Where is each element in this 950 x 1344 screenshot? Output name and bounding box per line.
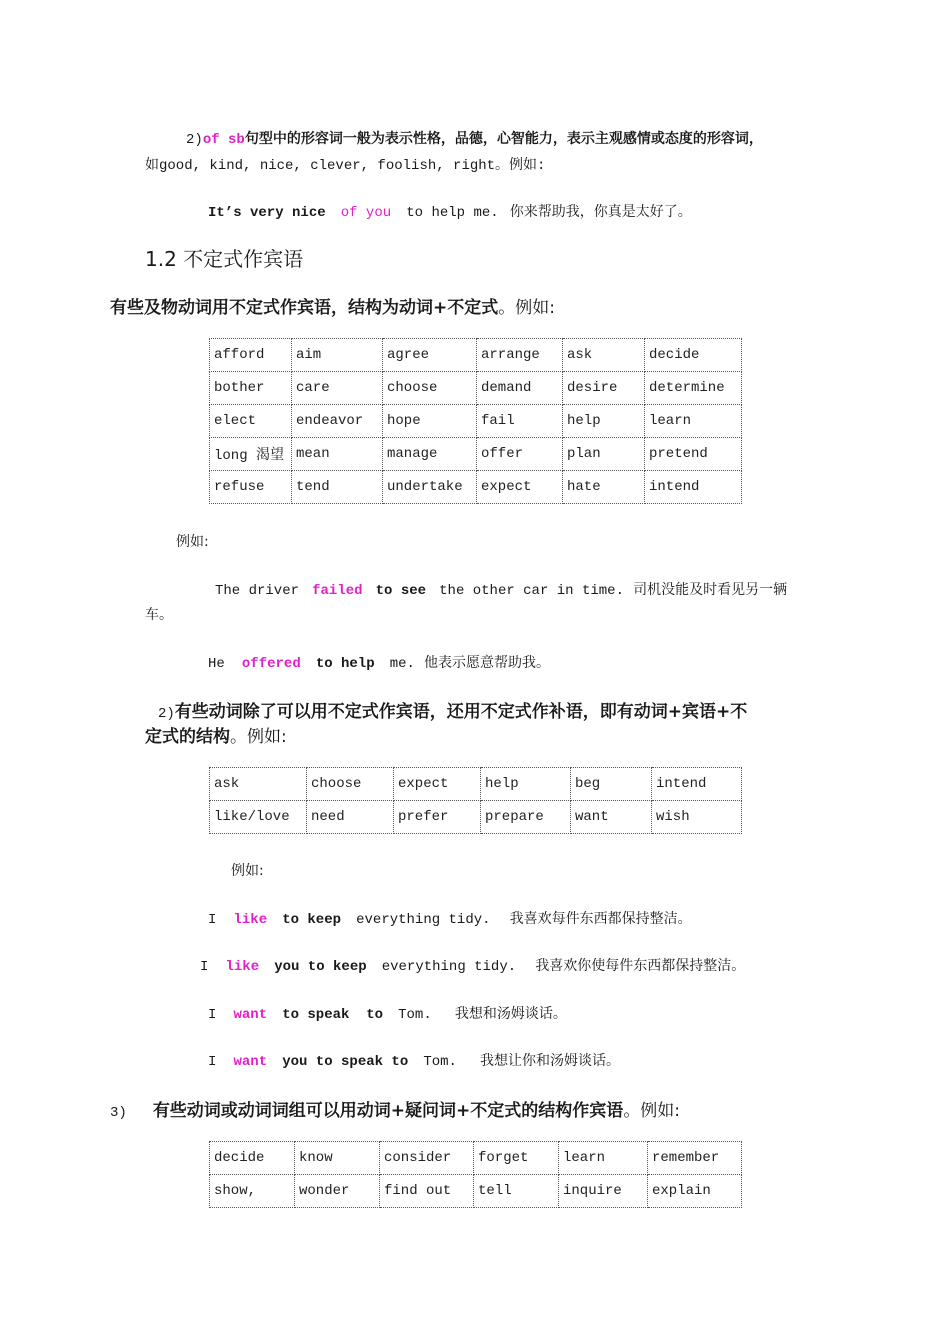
table-row <box>210 471 742 504</box>
table-cell: expect <box>394 768 481 801</box>
table-cell: afford <box>210 339 292 372</box>
example-text: everything tidy. <box>356 912 491 928</box>
table-cell: offer <box>477 438 563 471</box>
example-translation: 我喜欢你使每件东西都保持整洁。 <box>535 958 746 974</box>
table-row <box>210 405 742 438</box>
example-row-1 <box>208 908 692 928</box>
table-cell: arrange <box>477 339 563 372</box>
table-cell: demand <box>477 372 563 405</box>
example-subject: I <box>208 1007 217 1023</box>
example-driver <box>215 579 787 599</box>
table-row <box>210 801 742 834</box>
verb-table-1 <box>209 338 742 504</box>
table-cell: intend <box>645 471 742 504</box>
table-cell: want <box>571 801 652 834</box>
example-infinitive: to help <box>315 656 375 672</box>
table-cell: prepare <box>481 801 571 834</box>
table-row <box>210 438 742 471</box>
table-cell: remember <box>648 1142 742 1175</box>
example-object: you to speak to <box>282 1054 409 1070</box>
example-translation: 他表示愿意帮助我。 <box>424 655 551 671</box>
para-text: 句型中的形容词一般为表示性格，品德，心智能力，表示主观感情或态度的形容词， <box>244 131 763 147</box>
example-of-sb <box>208 201 692 221</box>
table-cell: explain <box>648 1175 742 1208</box>
table-cell: forget <box>474 1142 559 1175</box>
table-cell: undertake <box>383 471 477 504</box>
table-cell: find out <box>380 1175 474 1208</box>
example-translation: 你来帮助我，你真是太好了。 <box>509 204 692 220</box>
example-text: He <box>208 656 225 672</box>
example-row-4 <box>208 1050 620 1070</box>
para-of-sb-line2: 如good, kind, nice, clever, foolish, right。例如: <box>145 158 546 174</box>
table-row <box>210 339 742 372</box>
intro-tail: 。例如: <box>230 727 287 747</box>
example-subject: I <box>208 912 217 928</box>
section2-intro <box>110 293 555 318</box>
verb-table-2 <box>209 767 742 834</box>
table-cell: hope <box>383 405 477 438</box>
table-cell: help <box>563 405 645 438</box>
verb-table-3 <box>209 1141 742 1208</box>
example-label: 例如: <box>176 534 209 550</box>
example-translation: 我想和汤姆谈话。 <box>454 1006 567 1022</box>
example-object: to keep <box>282 912 342 928</box>
table-cell: learn <box>559 1142 648 1175</box>
table-cell: manage <box>383 438 477 471</box>
intro-tail: 。例如: <box>498 298 555 318</box>
example-translation-cont: 车。 <box>145 607 173 623</box>
table-cell: need <box>307 801 394 834</box>
table-cell: show, <box>210 1175 295 1208</box>
table-cell: expect <box>477 471 563 504</box>
item-number: 3) <box>110 1105 127 1121</box>
example-label: 例如: <box>231 863 264 879</box>
table-row <box>210 372 742 405</box>
example-translation: 我想让你和汤姆谈话。 <box>480 1053 621 1069</box>
table-cell: agree <box>383 339 477 372</box>
intro-bold: 有些及物动词用不定式作宾语，结构为动词+不定式 <box>110 298 499 318</box>
para-of-sb-line1 <box>186 128 763 148</box>
example-subject: I <box>200 959 209 975</box>
table-cell: ask <box>563 339 645 372</box>
example-object: you to keep <box>274 959 367 975</box>
table-cell: endeavor <box>292 405 383 438</box>
table-row <box>210 1142 742 1175</box>
section3-intro-line2 <box>145 722 287 747</box>
table-cell: long 渴望 <box>210 438 292 471</box>
table-cell: tell <box>474 1175 559 1208</box>
table-cell: refuse <box>210 471 292 504</box>
table-cell: decide <box>645 339 742 372</box>
table-cell: aim <box>292 339 383 372</box>
example-offered <box>208 652 550 672</box>
table-row <box>210 768 742 801</box>
table-cell: inquire <box>559 1175 648 1208</box>
example-text: It’s very nice <box>208 205 326 221</box>
example-verb: failed <box>312 583 363 599</box>
table-cell: beg <box>571 768 652 801</box>
example-text-2: to help me. <box>406 205 499 221</box>
section-heading: 1.2 不定式作宾语 <box>145 247 304 271</box>
table-cell: plan <box>563 438 645 471</box>
example-row-2 <box>200 955 745 975</box>
table-cell: mean <box>292 438 383 471</box>
table-cell: prefer <box>394 801 481 834</box>
intro-bold: 定式的结构 <box>145 727 230 747</box>
example-object: to speak to <box>282 1007 384 1023</box>
example-verb: want <box>233 1007 268 1023</box>
intro-bold: 有些动词除了可以用不定式作宾语，还用不定式作补语，即有动词+宾语+不 <box>174 702 748 722</box>
table-cell: ask <box>210 768 307 801</box>
table-cell: choose <box>383 372 477 405</box>
table-cell: learn <box>645 405 742 438</box>
table-cell: care <box>292 372 383 405</box>
table-cell: know <box>295 1142 380 1175</box>
example-translation: 我喜欢每件东西都保持整洁。 <box>509 911 692 927</box>
table-cell: wish <box>652 801 742 834</box>
table-cell: intend <box>652 768 742 801</box>
table-cell: choose <box>307 768 394 801</box>
example-row-3 <box>208 1003 567 1023</box>
table-cell: desire <box>563 372 645 405</box>
table-row <box>210 1175 742 1208</box>
table-cell: wonder <box>295 1175 380 1208</box>
example-verb: like <box>233 912 268 928</box>
table-cell: hate <box>563 471 645 504</box>
example-highlight: of you <box>340 205 392 221</box>
table-cell: bother <box>210 372 292 405</box>
example-verb: want <box>233 1054 268 1070</box>
example-text: Tom. <box>398 1007 432 1023</box>
example-text: The driver <box>215 583 300 599</box>
table-cell: consider <box>380 1142 474 1175</box>
example-text: Tom. <box>423 1054 457 1070</box>
table-cell: elect <box>210 405 292 438</box>
example-text: everything tidy. <box>381 959 517 975</box>
example-translation: 司机没能及时看见另一辆 <box>633 582 788 598</box>
example-text-2: the other car in time. <box>439 583 624 599</box>
table-cell: determine <box>645 372 742 405</box>
intro-bold: 有些动词或动词词组可以用动词+疑问词+不定式的结构作宾语 <box>152 1101 624 1121</box>
intro-tail: 。例如: <box>623 1101 681 1121</box>
table-cell: like/love <box>210 801 307 834</box>
section3-intro-line1 <box>158 697 747 722</box>
example-verb: offered <box>241 656 301 672</box>
table-cell: fail <box>477 405 563 438</box>
table-cell: decide <box>210 1142 295 1175</box>
highlight-of-sb: of sb <box>202 132 245 148</box>
table-cell: help <box>481 768 571 801</box>
example-infinitive: to see <box>375 583 427 599</box>
example-subject: I <box>208 1054 217 1070</box>
example-verb: like <box>225 959 260 975</box>
item-number: 2) <box>158 706 175 722</box>
example-text-2: me. <box>389 656 415 672</box>
section4-intro <box>110 1096 680 1121</box>
table-cell: tend <box>292 471 383 504</box>
table-cell: pretend <box>645 438 742 471</box>
item-number: 2) <box>186 132 203 148</box>
